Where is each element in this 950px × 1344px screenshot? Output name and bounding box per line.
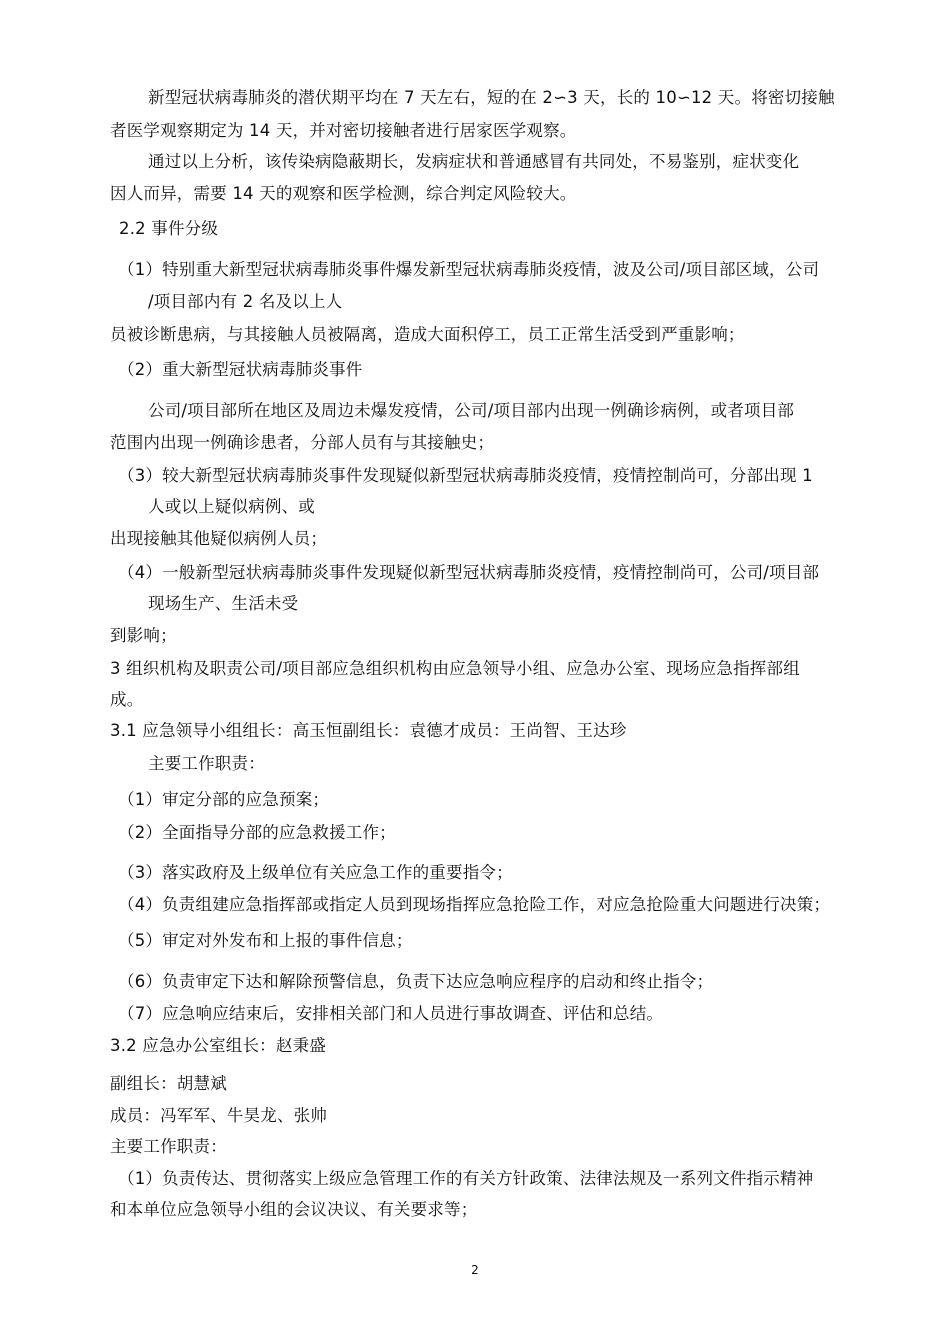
- subheading: 主要工作职责：: [148, 754, 265, 773]
- list-item: （7）应急响应结束后，安排相关部门和人员进行事故调查、评估和总结。: [118, 1004, 664, 1023]
- section-heading: 3.1 应急领导小组组长：高玉恒副组长：袁德才成员：王尚智、王达珍: [110, 721, 627, 740]
- list-item: （2）重大新型冠状病毒肺炎事件: [118, 360, 363, 379]
- paragraph-line: 员被诊断患病，与其接触人员被隔离，造成大面积停工，员工正常生活受到严重影响；: [110, 325, 745, 344]
- paragraph-line: 到影响；: [110, 626, 177, 645]
- list-item: （6）负责审定下达和解除预警信息，负责下达应急响应程序的启动和终止指令；: [118, 972, 714, 991]
- subheading: 主要工作职责：: [110, 1137, 227, 1156]
- list-item: （4）负责组建应急指挥部或指定人员到现场指挥应急抢险工作，对应急抢险重大问题进行决策；: [118, 895, 831, 914]
- paragraph-line: 和本单位应急领导小组的会议决议、有关要求等；: [110, 1200, 478, 1219]
- list-item: （4）一般新型冠状病毒肺炎事件发现疑似新型冠状病毒肺炎疫情，疫情控制尚可，公司/项目部: [118, 563, 820, 582]
- section-heading: 3 组织机构及职责公司/项目部应急组织机构由应急领导小组、应急办公室、现场应急指挥部组: [110, 659, 800, 678]
- list-item: （1）负责传达、贯彻落实上级应急管理工作的有关方针政策、法律法规及一系列文件指示精神: [118, 1169, 814, 1188]
- list-item: （3）较大新型冠状病毒肺炎事件发现疑似新型冠状病毒肺炎疫情，疫情控制尚可，分部出现 1: [118, 466, 813, 485]
- paragraph-line: 副组长：胡慧斌: [110, 1074, 227, 1093]
- paragraph-line: 新型冠状病毒肺炎的潜伏期平均在 7 天左右，短的在 2∽3 天，长的 10∽12 天。将密切接触: [148, 88, 835, 107]
- list-item-continuation: 人或以上疑似病例、或: [148, 497, 315, 516]
- paragraph-line: 通过以上分析，该传染病隐蔽期长，发病症状和普通感冒有共同处，不易鉴别，症状变化: [148, 152, 800, 171]
- paragraph-line: 范围内出现一例确诊患者，分部人员有与其接触史；: [110, 433, 495, 452]
- page-number: 2: [471, 1263, 479, 1277]
- list-item-continuation: /项目部内有 2 名及以上人: [148, 292, 343, 311]
- list-item: （2）全面指导分部的应急救援工作；: [118, 823, 396, 842]
- paragraph-line: 成员：冯军军、牛昊龙、张帅: [110, 1106, 328, 1125]
- list-item: （1）审定分部的应急预案；: [118, 790, 330, 809]
- paragraph-line: 者医学观察期定为 14 天，并对密切接触者进行居家医学观察。: [110, 121, 577, 140]
- list-item: （3）落实政府及上级单位有关应急工作的重要指令；: [118, 863, 513, 882]
- paragraph-line: 因人而异，需要 14 天的观察和医学检测，综合判定风险较大。: [110, 184, 577, 203]
- list-item: （1）特别重大新型冠状病毒肺炎事件爆发新型冠状病毒肺炎疫情，波及公司/项目部区域，公司: [118, 260, 820, 279]
- paragraph-line: 出现接触其他疑似病例人员；: [110, 529, 328, 548]
- section-heading: 2.2 事件分级: [119, 219, 219, 238]
- paragraph-line: 公司/项目部所在地区及周边未爆发疫情，公司/项目部内出现一例确诊病例，或者项目部: [148, 401, 795, 420]
- list-item-continuation: 现场生产、生活未受: [148, 594, 299, 613]
- section-heading: 3.2 应急办公室组长：赵秉盛: [110, 1036, 326, 1055]
- paragraph-line: 成。: [110, 690, 144, 709]
- list-item: （5）审定对外发布和上报的事件信息；: [118, 931, 413, 950]
